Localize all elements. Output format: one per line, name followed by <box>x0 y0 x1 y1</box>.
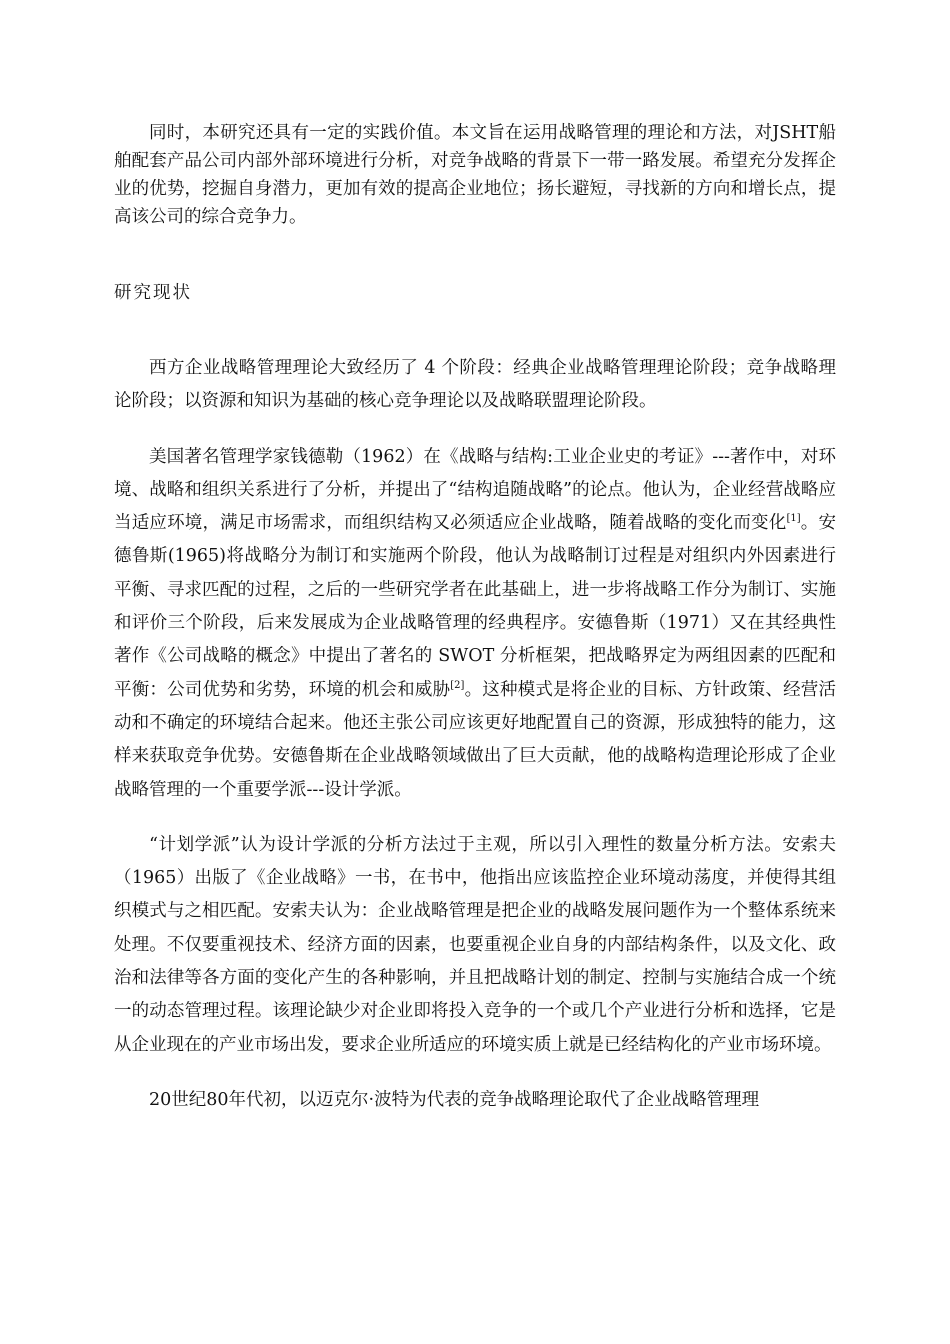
paragraph-porter-competitive-strategy: 20世纪80年代初，以迈克尔·波特为代表的竞争战略理论取代了企业战略管理理 <box>149 1089 760 1110</box>
spacer <box>114 1062 836 1084</box>
paragraph-chandler-andrews <box>114 441 836 807</box>
paragraph-planning-school-ansoff: “计划学派”认为设计学派的分析方法过于主观，所以引入理性的数量分析方法。安索夫（1965）出版了《企业战略》一书，在书中，他指出应该监控企业环境动荡度，并使得其组织模式与之相匹配。安索夫认为：企业战略管理是把企业的战略发展问题作为一个整体系统来处理。不仅要重视技术、经济方面的因素，也要重视企业自身的内部结构条件，以及文化、政治和法律等各方面的变化产生的各种影响，并且把战略计划的制定、控制与实施结合成一个统一的动态管理过程。该理论缺少对企业即将投入竞争的一个或几个产业进行分析和选择，它是从企业现在的产业市场出发，要求企业所适应的环境实质上就是已经结构化的产业市场环境。 <box>114 834 836 1055</box>
paragraph-text-part: 。安德鲁斯(1965)将战略分为制订和实施两个阶段，他认为战略制订过程是对组织内外因素进行平衡、寻求匹配的过程，之后的一些研究学者在此基础上，进一步将战略工作分为制订、实施和评价三个阶段，后来发展成为企业战略管理的经典程序。安德鲁斯（1971）又在其经典性著作《公司战略的概念》中提出了著名的 SWOT 分析框架，把战略界定为两组因素的匹配和平衡：公司优势和劣势，环境的机会和威胁 <box>114 513 837 700</box>
paragraph-text-part: 。这种模式是将企业的目标、方针政策、经营活动和不确定的环境结合起来。他还主张公司应该更好地配置自己的资源，形成独特的能力，这样来获取竞争优势。安德鲁斯在企业战略领域做出了巨大贡献，他的战略构造理论形成了企业战略管理的一个重要学派---设计学派。 <box>114 679 836 800</box>
paragraph-western-theory-stages: 西方企业战略管理理论大致经历了 4 个阶段：经典企业战略管理理论阶段；竞争战略理论阶段；以资源和知识为基础的核心竞争理论以及战略联盟理论阶段。 <box>114 358 836 412</box>
citation-ref-2: [2] <box>450 679 465 691</box>
spacer <box>114 419 836 441</box>
citation-ref-1: [1] <box>786 513 801 525</box>
spacer <box>114 231 836 279</box>
document-page <box>114 119 836 1117</box>
paragraph-practical-value: 同时，本研究还具有一定的实践价值。本文旨在运用战略管理的理论和方法，对JSHT船舶配套产品公司内部外部环境进行分析，对竞争战略的背景下一带一路发展。希望充分发挥企业的优势，挖掘自身潜力，更加有效的提高企业地位；扬长避短，寻找新的方向和增长点，提高该公司的综合竞争力。 <box>114 123 836 227</box>
section-heading-research-status: 研究现状 <box>114 283 192 303</box>
paragraph-text-part: 美国著名管理学家钱德勒（1962）在《战略与结构:工业企业史的考证》---著作中，对环境、战略和组织关系进行了分析，并提出了“结构追随战略”的论点。他认为，企业经营战略应当适应环境，满足市场需求，而组织结构又必须适应企业战略，随着战略的变化而变化 <box>114 446 836 534</box>
spacer <box>114 807 836 829</box>
spacer <box>114 307 836 352</box>
